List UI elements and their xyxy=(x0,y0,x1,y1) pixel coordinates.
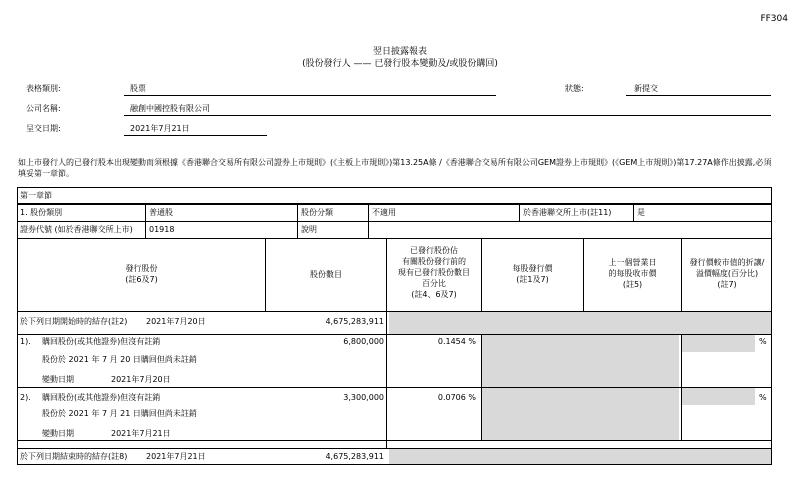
closing-shares: 4,675,283,911 xyxy=(325,452,384,461)
r2-premium-unit: % xyxy=(759,393,767,402)
closing-date: 2021年7月21日 xyxy=(146,452,206,461)
r2-note: 股份於 2021 年 7 月 21 日購回但尚未註銷 xyxy=(42,409,197,418)
company-value: 融創中國控股有限公司 xyxy=(130,104,210,113)
col-num-shares: 股份數目 xyxy=(310,270,342,279)
company-label: 公司名稱: xyxy=(26,104,61,113)
date-value: 2021年7月21日 xyxy=(130,124,190,133)
r1-note: 股份於 2021 年 7 月 20 日購回但尚未註銷 xyxy=(42,355,197,364)
form-code: FF304 xyxy=(760,14,788,24)
status-value: 新提交 xyxy=(634,84,658,93)
stock-code-label: 證券代號 (如於香港聯交所上市) xyxy=(20,225,133,234)
r1-premium-unit: % xyxy=(759,337,767,346)
opening-shares: 4,675,283,911 xyxy=(325,317,384,326)
col-closing-price: 上一個營業日 的每股收市價 (註5) xyxy=(608,258,657,289)
r1-pct: 0.1454 % xyxy=(437,337,476,346)
r2-num: 2). xyxy=(20,393,31,402)
opening-date: 2021年7月20日 xyxy=(146,317,206,326)
r2-change-date: 2021年7月21日 xyxy=(111,429,171,438)
r2-change-label: 變動日期 xyxy=(42,429,74,438)
r2-label: 購回股份(或其他證券)但沒有註銷 xyxy=(42,393,161,402)
section-title: 第一章節 xyxy=(20,191,52,200)
form-type-label: 表格類別: xyxy=(26,84,61,93)
listed-value: 是 xyxy=(637,208,645,217)
share-class-label: 1. 股份類別 xyxy=(20,208,63,217)
col-premium: 發行價較市值的折讓/ 溢價幅度(百分比) (註7) xyxy=(689,258,765,289)
share-category-value: 不適用 xyxy=(372,208,396,217)
status-label: 狀態: xyxy=(565,84,584,93)
form-type-underline xyxy=(124,95,496,96)
r1-shares: 6,800,000 xyxy=(343,337,384,346)
share-category-label: 股份分類 xyxy=(301,208,333,217)
listed-label: 於香港聯交所上市(註11) xyxy=(523,208,612,217)
col-issued-shares: 發行股份 (註6及7) xyxy=(125,264,158,284)
intro-text: 如上市發行人的已發行股本出現變動而須根據《香港聯合交易所有限公司證券上市規則》(《主板上市規則》)第13.25A條 /《香港聯合交易所有限公司GEM證券上市規則》(《GEM上市規則》)第17.27A條作出披露,必須填妥第一章節。 xyxy=(18,158,772,178)
r2-pct: 0.0706 % xyxy=(437,393,476,402)
r1-num: 1). xyxy=(20,337,31,346)
date-label: 呈交日期: xyxy=(26,124,61,133)
share-class-value: 普通股 xyxy=(149,208,173,217)
col-issue-price: 每股發行價 (註1及7) xyxy=(512,264,553,284)
page-subtitle: (股份發行人 —— 已發行股本變動及/或股份購回) xyxy=(302,59,498,69)
description-label: 說明 xyxy=(301,225,317,234)
stock-code-value: 01918 xyxy=(149,225,175,234)
r1-change-label: 變動日期 xyxy=(42,375,74,384)
page-title: 翌日披露報表 xyxy=(372,47,427,57)
form-type-value: 股票 xyxy=(130,84,146,93)
r1-label: 購回股份(或其他證券)但沒有註銷 xyxy=(42,337,161,346)
date-underline xyxy=(124,135,267,136)
opening-label: 於下列日期開始時的結存(註2) xyxy=(20,317,128,326)
col-pct: 已發行股份佔 有關股份發行前的 現有已發行股份數目 百分比 (註4、6及7) xyxy=(398,246,470,299)
r2-shares: 3,300,000 xyxy=(343,393,384,402)
closing-label: 於下列日期結束時的結存(註8) xyxy=(20,452,128,461)
section-title-box xyxy=(17,187,772,204)
r1-change-date: 2021年7月20日 xyxy=(111,375,171,384)
status-underline xyxy=(626,95,771,96)
company-underline xyxy=(124,115,771,116)
